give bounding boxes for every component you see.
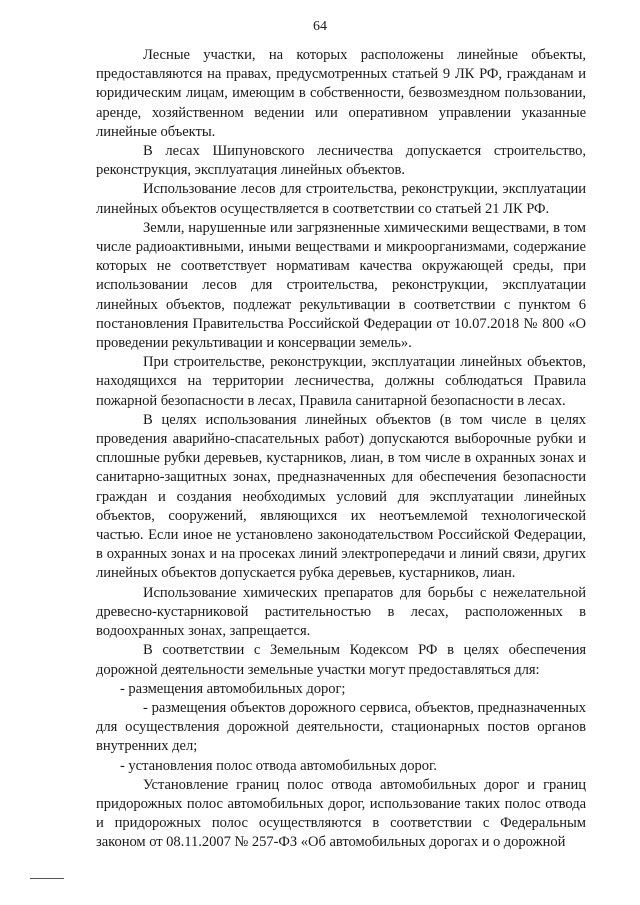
footer-divider <box>30 878 64 879</box>
list-item: - размещения автомобильных дорог; <box>120 680 346 697</box>
paragraph-forest-plots-linear-objects: Лесные участки, на которых расположены линейные объекты, предоставляются на правах, предусмотренных статьей 9 ЛК РФ, гражданам и юридическим лицам, имеющим в собственности, безвозмездном пользовании, аренде, хозяйственном ведении или оперативном управлении указанные линейные объекты. <box>96 47 586 140</box>
paragraph-article-21: Использование лесов для строительства, реконструкции, эксплуатации линейных объектов осуществляется в соответствии со статьей 21 ЛК РФ. <box>96 181 586 217</box>
page-number: 64 <box>313 19 327 34</box>
paragraph-land-recultivation: Земли, нарушенные или загрязненные химическими веществами, в том числе радиоактивными, иными веществами и микроорганизмами, содержание которых не соответствует нормативам качества окружающей среды, при использовании лесов для строительства, реконструкции, эксплуатации линейных объектов, подлежат рекультивации в соответствии с пунктом 6 постановления Правительства Российской Федерации от 10.07.2018 № 800 «О проведении рекультивации и консервации земель». <box>96 219 586 352</box>
paragraph-land-code-road-activity: В соответствии с Земельным Кодексом РФ в целях обеспечения дорожной деятельности земельные участки могут предоставляться для: <box>96 642 586 678</box>
paragraph-road-boundaries: Установление границ полос отвода автомобильных дорог и границ придорожных полос автомобильных дорог, использование таких полос отвода и придорожных полос осуществляются в соответствии с Федеральным законом от 08.11.2007 № 257-ФЗ «Об автомобильных дорогах и о дорожной <box>96 776 586 851</box>
paragraph-shipunovsky-construction: В лесах Шипуновского лесничества допускается строительство, реконструкция, эксплуатация линейных объектов. <box>96 143 586 179</box>
list-item: - установления полос отвода автомобильных дорог. <box>120 757 437 774</box>
paragraph-fire-safety-rules: При строительстве, реконструкции, эксплуатации линейных объектов, находящихся на территории лесничества, должны соблюдаться Правила пожарной безопасности в лесах, Правила санитарной безопасности в лесах. <box>96 354 586 409</box>
paragraph-chemical-prohibition: Использование химических препаратов для борьбы с нежелательной древесно-кустарниковой растительностью в лесах, расположенных в водоохранных зонах, запрещается. <box>96 584 586 640</box>
list-item: - размещения объектов дорожного сервиса, объектов, предназначенных для осуществления дорожной деятельности, стационарных постов органов внутренних дел; <box>96 699 586 755</box>
document-body <box>96 46 586 853</box>
paragraph-logging-in-protected-zones: В целях использования линейных объектов (в том числе в целях проведения аварийно-спасательных работ) допускаются выборочные рубки и сплошные рубки деревьев, кустарников, лиан, в том числе в охранных зонах и санитарно-защитных зонах, предназначенных для обеспечения безопасности граждан и создания необходимых условий для эксплуатации линейных объектов, сооружений, являющихся их неотъемлемой технологической частью. Если иное не установлено законодательством Российской Федерации, в охранных зонах и на просеках линий электропередачи и линий связи, других линейных объектов допускается рубка деревьев, кустарников, лиан. <box>96 411 586 582</box>
